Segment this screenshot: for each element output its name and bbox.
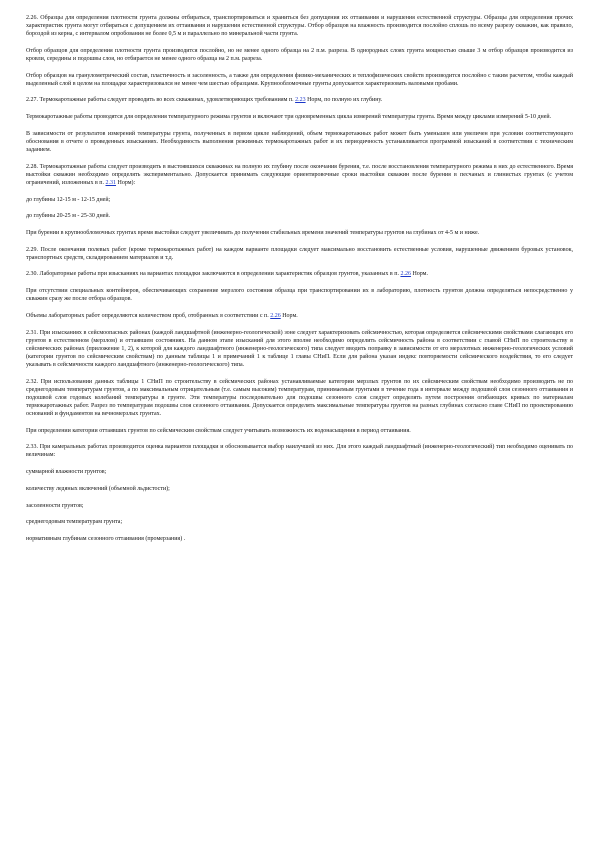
paragraph [26,14,573,38]
paragraph-text: При отсутствии специальных контейнеров, обеспечивающих сохранение мерзлого состояния образца при транспортировании их в лабораторию, плотность грунтов должна определяться непосредственно у скважин сразу же после отбора образцов. [26,288,573,303]
paragraph [26,312,573,320]
paragraph-text: до глубины 20-25 м - 25-30 дней. [26,213,111,220]
paragraph-text: суммарной влажности грунтов; [26,469,107,476]
paragraph [26,196,573,204]
paragraph [26,535,573,543]
section-reference-link[interactable]: 2.31 [105,179,117,186]
paragraph-text: 2.30. Лабораторные работы при изысканиях на вариантах площадки заключаются в определении характеристик образцов грунтов, указанных в п. [26,271,401,278]
paragraph-text: 2.31. При изысканиях в сейсмоопасных районах (каждой ландшафтной (инженерно-геологической) зоне следует характеризовать сейсмичностью, которая определяется сейсмическими свойствами слагающих его грунтов в естественном (мерзлом) и оттаявшем состояниях. На данном этапе изысканий для этого вполне необходимо определить сейсмичность района в соответствии с главой СНиП по строительству в сейсмических районах (приложение 1, 2), к которой для каждого ландшафтного (инженерно-геологического) типа следует вводить поправку в зависимости от его мерзлотных инженерно-геологических условий (категории грунтов по сейсмическим свойствам) по данным таблицы 1 и примечаний 1 к таблице 1 главы СНиП. Если для района указан индекс повторяемости сейсмического воздействия, то его следует указывать в сейсмичности каждого ландшафтного (инженерно-геологического) типа. [26,329,573,368]
section-reference-link[interactable]: 2.26 [270,312,281,319]
paragraph-text-after-link: Норм): [116,179,136,186]
paragraph-text: При бурении в крупнообломочных грунтах время выстойки следует увеличивать до получения стабильных времени значений температуры грунтов на глубинах от 4-5 м и ниже. [26,229,480,236]
paragraph-text: 2.28. Термокаротажные работы следует производить в выстоявшихся скважинах на полную их глубину после окончания бурения, т.е. после восстановления температурного режима в них до естественного. Время выстойки скважин необходимо определять экспериментально. Допускается принимать следующие ориентировочные сроки выстойки скважин после бурения в песчаных и глинистых грунтах (с учетом ограничений, изложенных в п. [26,163,573,186]
paragraph-text: Термокаротажные работы проводятся для определения температурного режима грунтов и включают три одновременных цикла измерений температуры грунта. Время между циклами измерений 5-10 дней. [26,114,552,121]
paragraph [26,270,573,278]
paragraph [26,96,573,104]
paragraph [26,427,573,435]
paragraph [26,502,573,510]
paragraph-text: 2.33. При камеральных работах производится оценка вариантов площадки и обосновывается выбор наилучшей из них. Для этого каждый ландшафтный (инженерно-геологический) тип необходимо оценивать по величинам: [26,444,573,459]
paragraph-text: При определении категории оттаявших грунтов по сейсмическим свойствам следует учитывать возможность их водонасыщения в период оттаивания. [26,427,411,434]
paragraph-text: 2.26. Образцы для определения плотности грунта должны отбираться, транспортироваться и храниться без допущения их оттаивания и нарушения естественной структуры. Образцы для определения прочих характеристик грунта могут отбираться с допущением их оттаивания и нарушения естественной структуры. Отбор образцов на влажность производится послойно сплошь по всему разрезу скважин, как правило, бороздой из керна, с интервалом опробования не более 0,5 м и параллельно по минеральной части грунта. [26,15,573,38]
paragraph-text: Объемы лабораторных работ определяются количеством проб, отобранных в соответствии с п. [26,312,271,319]
section-reference-link[interactable]: 2.23 [295,97,306,104]
paragraph [26,443,573,459]
paragraph [26,163,573,187]
paragraph-text: среднегодовым температурам грунта; [26,519,123,526]
paragraph [26,468,573,476]
paragraph-text: 2.29. После окончания полевых работ (кроме термокаротажных работ) на каждом варианте площадки следует максимально восстановить естественные условия, нарушенные движением буровых установок, транспортных средств, складированием материалов и т.д. [26,246,573,261]
paragraph [26,518,573,526]
paragraph [26,229,573,237]
paragraph-text: засоленности грунтов; [26,502,84,509]
paragraph [26,72,573,88]
paragraph-text: 2.32. При использовании данных таблицы 1 СНиП по строительству в сейсмических районах устанавливаемые категории мерзлых грунтов по их сейсмическим свойствам необходимо производить не по среднегодовым температурам грунтов, а по максимальным отрицательным (т.е. самым высоким) температурам, принимаемым грунтами в течение года в интервале между подошвой слоя сезонного оттаивания и подошвой слоя годовых колебаний температуры в грунте. Эти температуры последовательно для подошвы сезонного слоя следует определять путем построения огибающих кривых по материалам термокаротажных работ. Разрез по температурам подошвы слоя сезонного оттаивания. Допускается определять максимальные температуры грунтов на разных глубинах согласно главе СНиП по проектированию оснований и фундаментов на вечномерзлых грунтах. [26,378,573,417]
paragraph-text: 2.27. Термокаротажные работы следует проводить во всех скважинах, удовлетворяющих требованиям п. [26,97,296,104]
paragraph [26,287,573,303]
paragraph-text: до глубины 12-15 м - 12-15 дней; [26,196,111,203]
paragraph [26,130,573,154]
paragraph-text: В зависимости от результатов измерений температуры грунта, полученных в первом цикле наблюдений, объем термокаротажных работ может быть уменьшен или увеличен при условии соответствующего обоснования в отчете о проведенных изысканиях. Необходимость выполнения режимных термокаротажных работ и их периодичность устанавливается программой изысканий в соответствии с техническим заданием. [26,130,573,153]
paragraph [26,212,573,220]
section-reference-link[interactable]: 2.26 [400,271,411,278]
paragraph [26,485,573,493]
paragraph [26,113,573,121]
paragraph [26,246,573,262]
paragraph [26,329,573,369]
paragraph-text-after-link: Норм. [410,271,428,278]
paragraph-text: Отбор образцов для определения плотности грунта производится послойно, но не менее одного образца на 2 п.м. разреза. В однородных слоях грунта мощностью свыше 3 м отбор образцов производится из кровли, середины и подошвы слоя, но отбирается не менее одного образца на 2 п.м. разреза. [26,47,573,62]
paragraph [26,47,573,63]
paragraph-text-after-link: Норм. [280,312,298,319]
paragraph [26,378,573,418]
paragraph-text: нормативным глубинам сезонного оттаивания (промерзания) . [26,535,186,542]
paragraph-text-after-link: Норм, по полную их глубину. [305,97,383,104]
paragraph-text: количеству ледяных включений (объемной льдистости); [26,485,170,492]
paragraph-text: Отбор образцов на гранулометрический состав, пластичность и засоленность, а также для определения физико-механических и теплофизических свойств производится послойно с таким расчетом, чтобы каждый выделенный слой в целом на площадке характеризовался не менее чем шестью образцами. Крупнообломочные грунты допускается характеризовать валовыми пробами. [26,72,573,87]
